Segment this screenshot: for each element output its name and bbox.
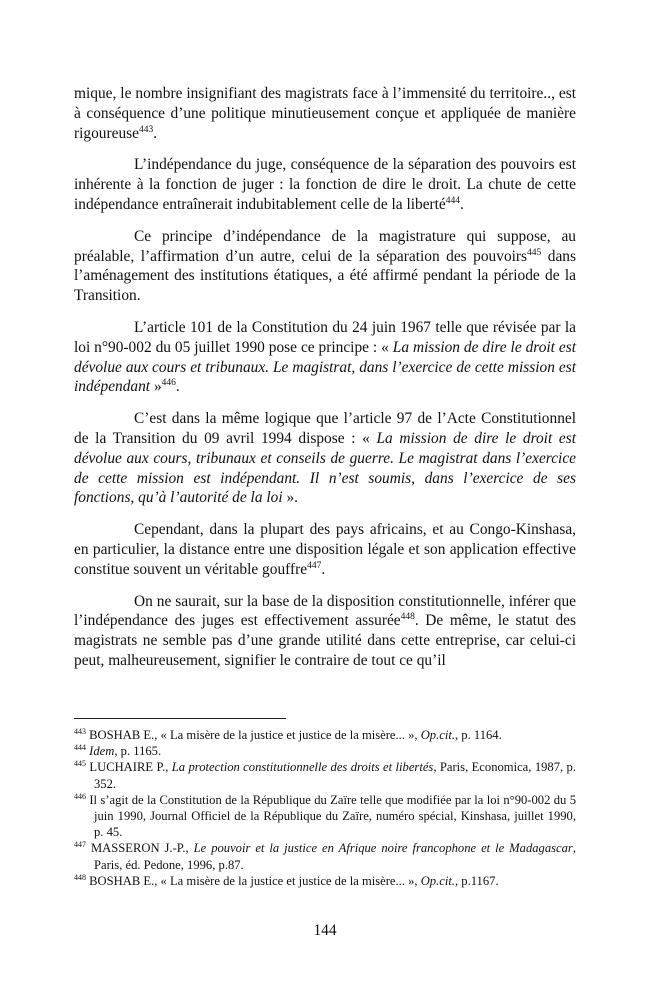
footnote-ref[interactable]: 446 [161,378,176,389]
footnote-number: 445 [74,759,86,769]
paragraph-2 [74,155,576,214]
footnote-italic: Idem [89,744,115,759]
paragraph-text: On ne saurait, sur la base de la disposition constitutionnelle, inférer que l’indépendance des juges est effectivement assurée [74,592,576,630]
paragraph-text: L’article 101 de la Constitution du 24 juin 1967 telle que révisée par la loi n°90-002 du 05 juillet 1990 pose ce principe : « [74,318,576,356]
footnote-text: , p.1167. [454,873,499,888]
paragraph-7 [74,592,576,671]
paragraph-end: . [175,378,180,396]
paragraph-text: dans l’aménagement des institutions étatiques, a été affirmé pendant la période de la Transition. [74,247,576,305]
footnote-text: , p. 1165. [114,744,162,759]
footnote-ref[interactable]: 443 [138,124,154,135]
footnote-text: , p. 1164. [454,728,502,742]
footnote-italic: Op.cit. [420,728,455,742]
page-body [74,84,576,683]
paragraph-text: mique, le nombre insignifiant des magistrats face à l’immensité du territoire.., est à conséquence d’une politique minutieusement conçue et appliquée de manière rigoureuse [74,85,576,142]
page-number: 144 [313,922,337,939]
paragraph-end: . [153,124,158,142]
paragraph-text: L’indépendance du juge, conséquence de la séparation des pouvoirs est inhérente à la fonction de juger : la fonction de dire le droit. La chute de cette indépendance entraînerait indubitablement celle de la liberté [74,156,576,213]
footnote-ref[interactable]: 448 [400,612,415,623]
footnote-number: 443 [74,727,86,736]
footnote [74,759,576,791]
quotation: La mission de dire le droit est dévolue aux cours et tribunaux. Le magistrat, dans l’exercice de cette mission est indépendant [74,338,576,396]
footnote [74,743,576,759]
footnotes [74,727,576,889]
footnote-italic: La protection constitutionnelle des droits et libertés [171,760,434,775]
footnote [74,840,576,872]
footnote-divider [74,718,286,719]
footnote-number: 447 [74,840,86,850]
paragraph-text: Ce principe d’indépendance de la magistrature qui suppose, au préalable, l’affirmation d’un autre, celui de la séparation des pouvoirs [74,227,576,265]
paragraph-text: C’est dans la même logique que l’article 97 de l’Acte Constitutionnel de la Transition du 09 avril 1994 dispose : « [74,410,576,447]
quotation: La mission de dire le droit est dévolue aux cours, tribunaux et conseils de guerre. Le magistrat dans l’exercice de cette mission est indépendant. Il n’est soumis, dans l’exercice de ses fonctions, qu’à l’autorité de la loi [74,429,576,507]
paragraph-1 [74,84,576,143]
footnote-ref[interactable]: 444 [445,195,461,206]
footnote-text: BOSHAB E., « La misère de la justice et justice de la misère... », [86,728,421,742]
paragraph-4 [74,318,576,397]
footnote-ref[interactable]: 447 [307,560,322,571]
quote-close: ». [282,489,298,507]
footnote-text: BOSHAB E., « La misère de la justice et justice de la misère... », [86,873,421,888]
footnote-text: MASSERON J.-P., [86,841,194,856]
paragraph-3 [74,227,576,306]
footnote-ref[interactable]: 445 [527,247,542,258]
footnote [74,792,576,841]
paragraph-end: . [321,560,326,578]
footnote-text: , Paris, Economica, 1987, p. 352. [94,760,577,791]
footnote-text: LUCHAIRE P., [86,760,172,775]
footnote-italic: Le pouvoir et la justice en Afrique noire francophone et le Madagascar [193,841,573,856]
quote-close: » [150,378,162,396]
footnote-text: , Paris, éd. Pedone, 1996, p.87. [94,841,576,872]
footnote-number: 446 [74,791,86,801]
paragraph-6 [74,520,576,579]
footnote [74,873,576,889]
paragraph-5 [74,409,576,508]
footnote-text: Il s’agit de la Constitution de la République du Zaïre telle que modifiée par la loi n°90-002 du 5 juin 1990, Journal Officiel de la République du Zaïre, numéro spécial, Kinshasa, juillet 1990, p. 45. [86,792,576,840]
paragraph-end: . [460,195,464,213]
footnote-number: 448 [74,872,86,882]
paragraph-text: . De même, le statut des magistrats ne semble pas d’une grande utilité dans cette entreprise, car celui-ci peut, malheureusement, signifier le contraire de tout ce qu’il [74,612,576,669]
footnote-number: 444 [74,743,86,753]
paragraph-text: Cependant, dans la plupart des pays africains, et au Congo-Kinshasa, en particulier, la distance entre une disposition légale et son application effective constitue souvent un véritable gouffre [74,521,576,578]
footnote [74,727,576,743]
footnote-italic: Op.cit. [420,873,455,888]
